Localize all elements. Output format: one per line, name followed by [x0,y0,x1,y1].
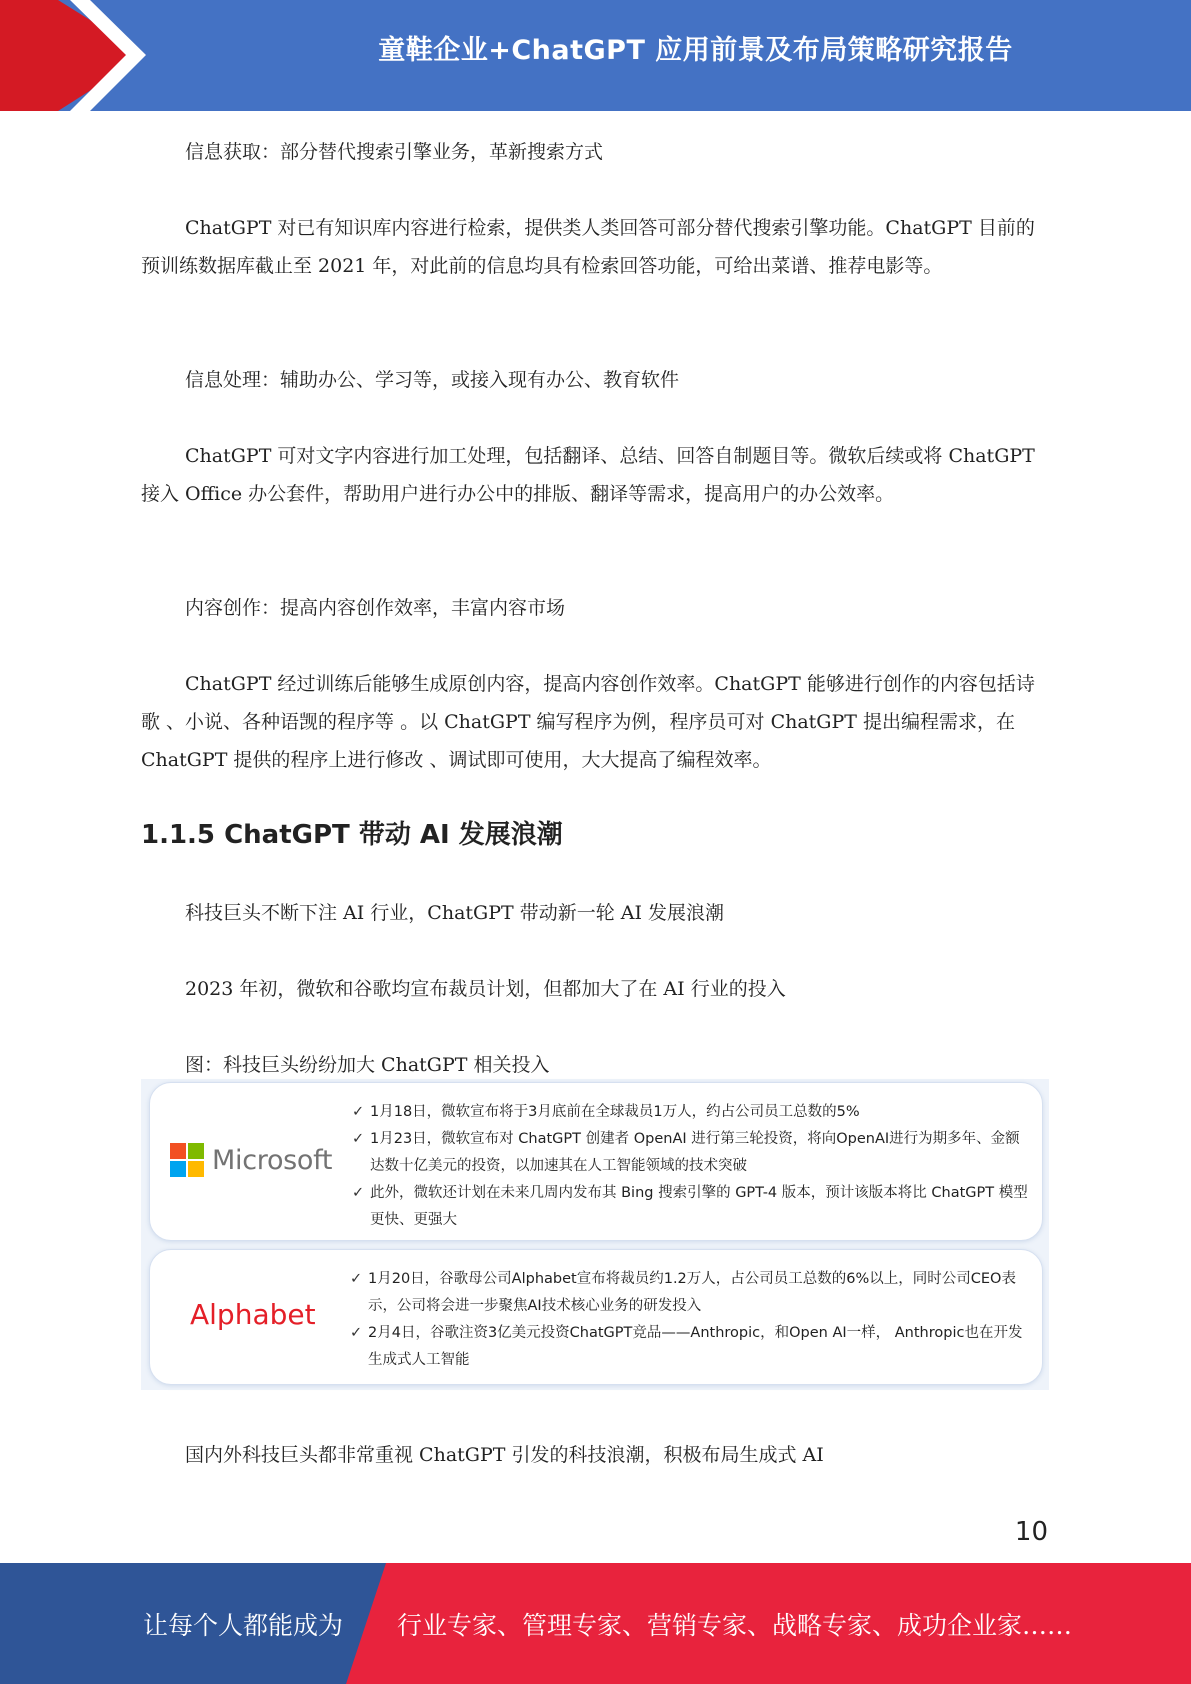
alphabet-wordmark: Alphabet [190,1298,316,1331]
subheading-info-processing: 信息处理：辅助办公、学习等，或接入现有办公、教育软件 [185,369,680,391]
paragraph-info-retrieval: ChatGPT 对已有知识库内容进行检索，提供类人类回答可部分替代搜索引擎功能。ChatGPT 目前的预训练数据库截止至 2021 年，对此前的信息均具有检索回答功能，可给出菜谱、推荐电影等。 [141,217,1035,277]
subheading-content-creation: 内容创作：提高内容创作效率，丰富内容市场 [185,597,566,619]
footer-slogan-left: 让每个人都能成为 [143,1611,344,1640]
microsoft-wordmark: Microsoft [212,1144,333,1176]
page-number: 10 [1014,1517,1048,1547]
section-heading: 1.1.5 ChatGPT 带动 AI 发展浪潮 [141,820,563,850]
alphabet-card [149,1249,1043,1385]
microsoft-windows-icon [170,1143,204,1177]
subheading-info-retrieval: 信息获取：部分替代搜索引擎业务，革新搜索方式 [185,141,604,163]
page-footer [0,1563,1191,1684]
footer-slogan-right: 行业专家、管理专家、营销专家、战略专家、成功企业家…… [397,1611,1073,1640]
microsoft-bullet-list [352,1099,1032,1234]
section-paragraph-ai-bets: 科技巨头不断下注 AI 行业，ChatGPT 带动新一轮 AI 发展浪潮 [185,902,725,924]
list-item: ✓ 1月18日，微软宣布将于3月底前在全球裁员1万人，约占公司员工总数的5% [352,1099,1032,1126]
list-item: ✓ 1月20日，谷歌母公司Alphabet宣布将裁员约1.2万人，占公司员工总数的6%以上，同时公司CEO表示，公司将会进一步聚焦AI技术核心业务的研发投入 [350,1266,1030,1320]
microsoft-card [149,1082,1043,1241]
paragraph-content-creation: ChatGPT 经过训练后能够生成原创内容，提高内容创作效率。ChatGPT 能够进行创作的内容包括诗歌 、小说、各种语觊的程序等 。以 ChatGPT 编写程序为例，程序员可对 ChatGPT 提出编程需求，在 ChatGPT 提供的程序上进行修改 、调试即可使用，大大提高了编程效率。 [141,673,1035,771]
alphabet-logo [190,1298,316,1331]
page-header [0,0,1191,111]
figure-caption: 图：科技巨头纷纷加大 ChatGPT 相关投入 [185,1054,550,1076]
list-item: ✓ 1月23日，微软宣布对 ChatGPT 创建者 OpenAI 进行第三轮投资，将向OpenAI进行为期多年、金额达数十亿美元的投资，以加速其在人工智能领域的技术突破 [352,1126,1032,1180]
closing-paragraph: 国内外科技巨头都非常重视 ChatGPT 引发的科技浪潮，积极布局生成式 AI [185,1444,824,1466]
header-arrow-decoration [0,0,200,111]
report-title: 童鞋企业+ChatGPT 应用前景及布局策略研究报告 [378,35,1013,66]
paragraph-info-processing: ChatGPT 可对文字内容进行加工处理，包括翻译、总结、回答自制题目等。微软后续或将 ChatGPT 接入 Office 办公套件，帮助用户进行办公中的排版、翻译等需求，提高用户的办公效率。 [141,445,1035,505]
list-item: ✓ 2月4日，谷歌注资3亿美元投资ChatGPT竞品——Anthropic，和Open AI一样， Anthropic也在开发生成式人工智能 [350,1320,1030,1374]
alphabet-bullet-list [350,1266,1030,1374]
microsoft-logo [170,1143,332,1177]
tech-giants-figure [141,1079,1049,1390]
section-paragraph-layoffs: 2023 年初，微软和谷歌均宣布裁员计划，但都加大了在 AI 行业的投入 [185,978,786,1000]
list-item: ✓ 此外，微软还计划在未来几周内发布其 Bing 搜索引擎的 GPT-4 版本，预计该版本将比 ChatGPT 模型更快、更强大 [352,1180,1032,1234]
